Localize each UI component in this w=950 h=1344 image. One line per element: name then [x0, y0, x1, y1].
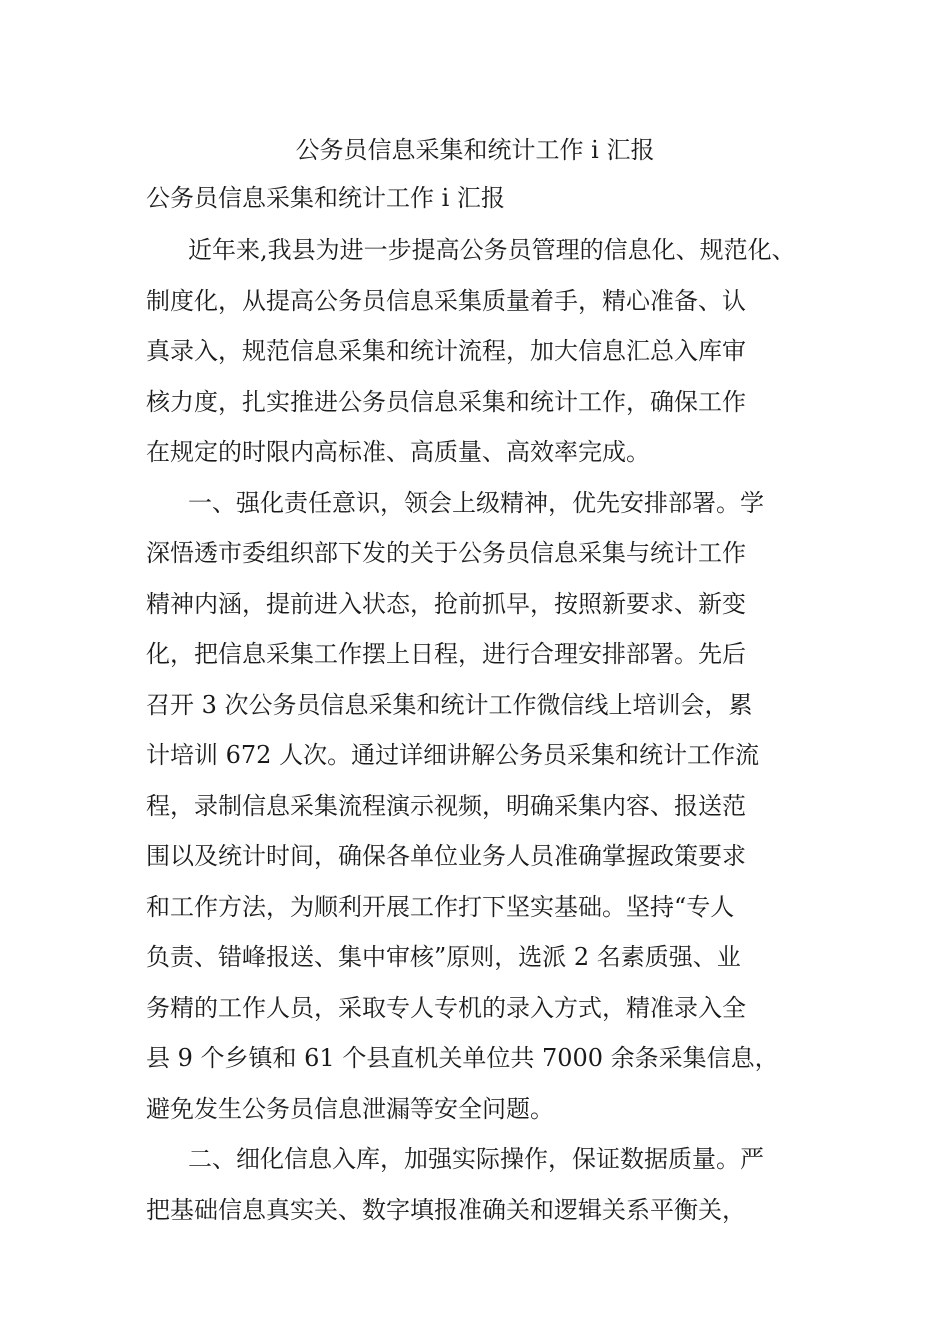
document-title: 公务员信息采集和统计工作 i 汇报	[295, 136, 655, 164]
paragraph-line: 务精的工作人员，采取专人专机的录入方式，精准录入全	[146, 993, 746, 1022]
paragraph-line: 二、细化信息入库，加强实际操作，保证数据质量。严	[188, 1145, 764, 1173]
paragraph-line: 核力度，扎实推进公务员信息采集和统计工作，确保工作	[146, 387, 746, 416]
document-subtitle: 公务员信息采集和统计工作 i 汇报	[146, 184, 505, 212]
paragraph-line: 近年来,我县为进一步提高公务员管理的信息化、规范化、	[188, 236, 796, 264]
paragraph-line: 制度化，从提高公务员信息采集质量着手，精心准备、认	[146, 286, 746, 315]
paragraph-line: 程，录制信息采集流程演示视频，明确采集内容、报送范	[146, 791, 746, 820]
paragraph-line: 在规定的时限内高标准、高质量、高效率完成。	[146, 438, 650, 466]
paragraph-line: 围以及统计时间，确保各单位业务人员准确掌握政策要求	[146, 842, 746, 870]
paragraph-section-1	[146, 478, 836, 1135]
paragraph-line: 负责、错峰报送、集中审核”原则，选派 2 名素质强、业	[146, 943, 741, 971]
paragraph-line: 化，把信息采集工作摆上日程，进行合理安排部署。先后	[146, 640, 746, 668]
paragraph-line: 计培训 672 人次。通过详细讲解公务员采集和统计工作流	[146, 741, 760, 769]
paragraph-line: 县 9 个乡镇和 61 个县直机关单位共 7000 余条采集信息，	[146, 1044, 779, 1072]
paragraph-line: 和工作方法，为顺利开展工作打下坚实基础。坚持“专人	[146, 892, 735, 921]
paragraph-intro	[146, 225, 836, 478]
paragraph-line: 真录入，规范信息采集和统计流程，加大信息汇总入库审	[146, 337, 746, 365]
paragraph-section-2	[146, 1134, 836, 1235]
document-body	[146, 225, 836, 1235]
paragraph-line: 一、强化责任意识，领会上级精神，优先安排部署。学	[188, 488, 764, 517]
paragraph-line: 深悟透市委组织部下发的关于公务员信息采集与统计工作	[146, 539, 746, 567]
paragraph-line: 精神内涵，提前进入状态，抢前抓早，按照新要求、新变	[146, 589, 746, 618]
paragraph-line: 召开 3 次公务员信息采集和统计工作微信线上培训会，累	[146, 690, 753, 719]
paragraph-line: 避免发生公务员信息泄漏等安全问题。	[146, 1094, 554, 1123]
paragraph-line: 把基础信息真实关、数字填报准确关和逻辑关系平衡关，	[146, 1195, 746, 1224]
